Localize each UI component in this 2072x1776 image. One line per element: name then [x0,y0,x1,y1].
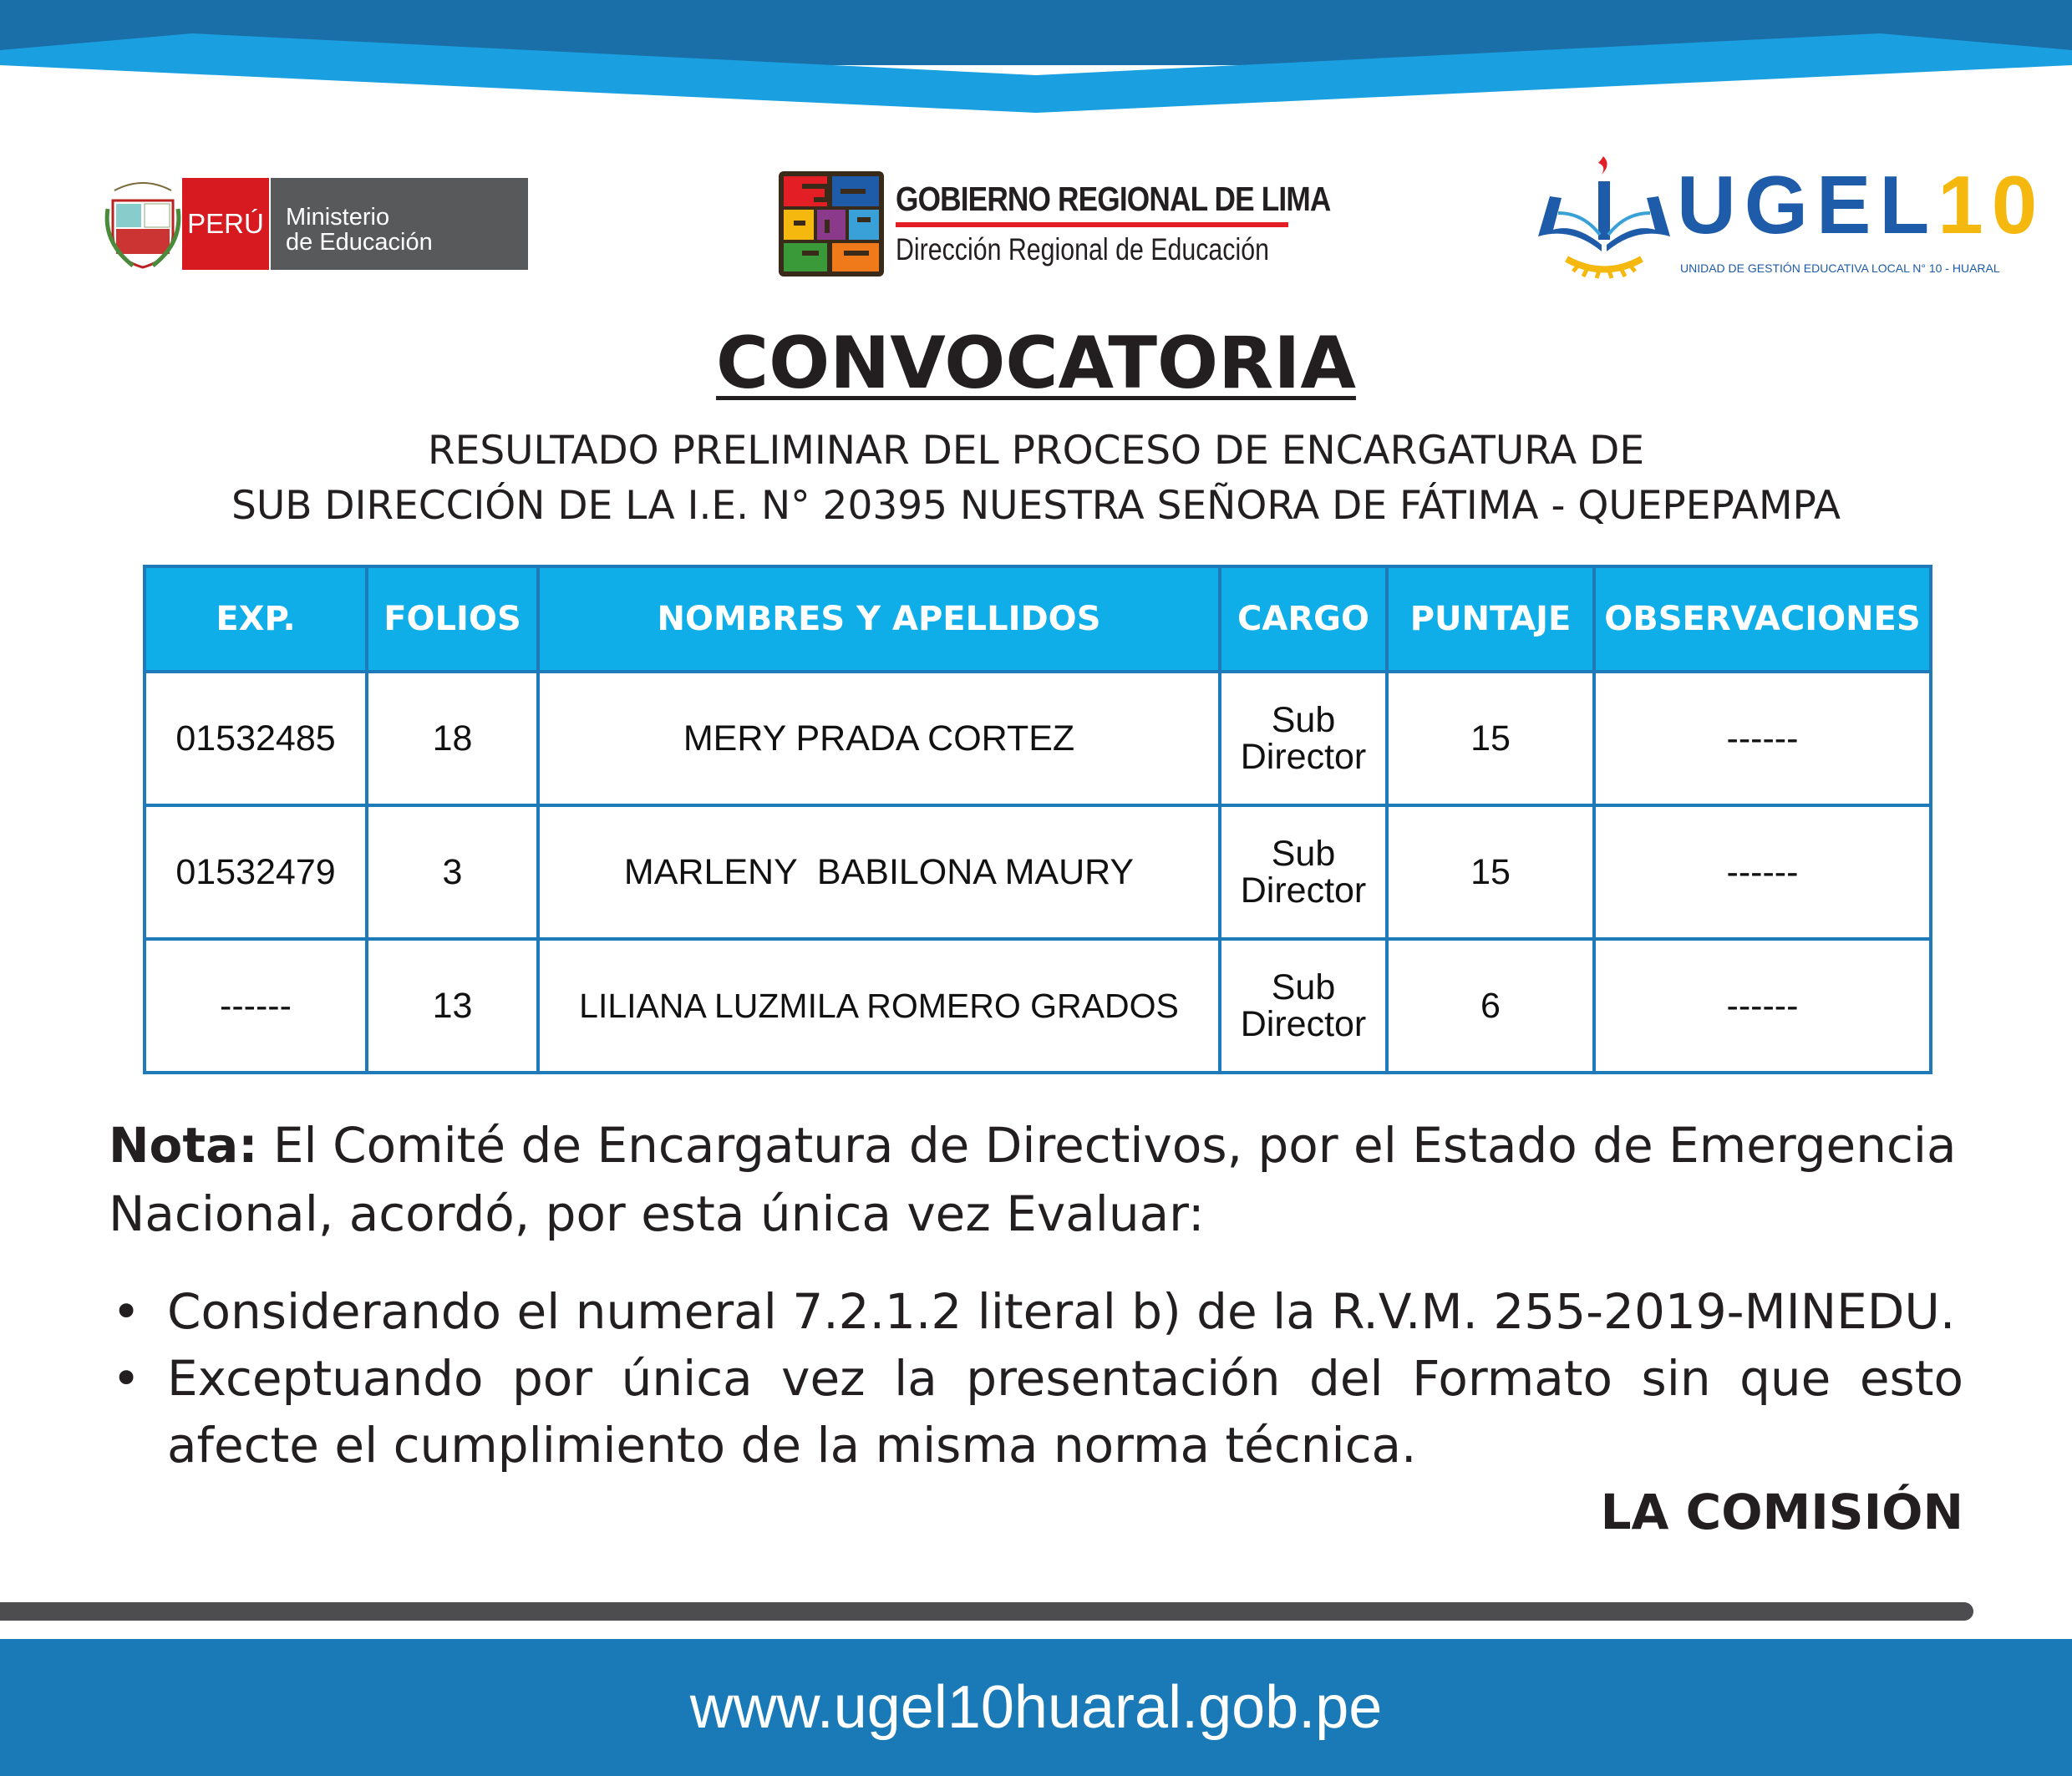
header-folios: FOLIOS [367,566,538,672]
cell-folios: 3 [367,805,538,939]
cargo-line-2: Director [1240,1004,1367,1044]
cell-name: MERY PRADA CORTEZ [538,672,1220,805]
cell-folios: 18 [367,672,538,805]
cell-puntaje: 15 [1387,805,1594,939]
cargo-line-1: Sub [1271,834,1336,874]
cell-name: MARLENY BABILONA MAURY [538,805,1220,939]
header-exp: EXP. [145,566,367,672]
results-table [143,565,1932,1074]
header-puntaje: PUNTAJE [1387,566,1594,672]
table-header-row [145,566,1931,672]
cell-name: LILIANA LUZMILA ROMERO GRADOS [538,939,1220,1073]
gobierno-regional-logo [777,167,1401,280]
cell-exp: 01532485 [145,672,367,805]
cell-cargo [1220,939,1387,1073]
cell-observaciones: ------ [1594,939,1931,1073]
ugel-number: 10 [1937,159,2046,251]
grl-title: GOBIERNO REGIONAL DE LIMA [896,180,1331,218]
cell-folios: 13 [367,939,538,1073]
regional-emblem-icon [777,170,886,278]
bullet-icon: • [112,1350,141,1407]
subtitle-line-2: SUB DIRECCIÓN DE LA I.E. N° 20395 NUESTRA SEÑORA DE FÁTIMA - QUEPEPAMPA [231,483,1841,529]
footer-bar [0,1639,2072,1776]
cell-observaciones: ------ [1594,805,1931,939]
ugel-subtitle: UNIDAD DE GESTIÓN EDUCATIVA LOCAL N° 10 - HUARAL [1680,261,2000,275]
subtitle-line-1: RESULTADO PRELIMINAR DEL PROCESO DE ENCARGATURA DE [427,428,1645,474]
ministry-name [269,178,528,270]
header-cargo: CARGO [1220,566,1387,672]
grl-divider [896,222,1288,227]
header-nombres: NOMBRES Y APELLIDOS [538,566,1220,672]
list-item [109,1278,1963,1345]
footer-divider [0,1602,1973,1621]
cell-cargo [1220,805,1387,939]
list-item-text: Exceptuando por única vez la presentación del Formato sin que esto afecte el cumplimiento de la misma norma técnica. [167,1350,1963,1474]
ministry-line-2: de Educación [286,228,433,256]
list-item [109,1345,1963,1479]
note-text: El Comité de Encargatura de Directivos, por el Estado de Emergencia Nacional, acordó, por esta única vez Evaluar: [109,1117,1957,1242]
grl-subtitle: Dirección Regional de Educación [896,232,1269,266]
page-title [0,322,2072,405]
bullet-list [109,1278,1963,1479]
ugel10-wordmark [1677,159,2046,251]
cell-puntaje: 6 [1387,939,1594,1073]
table-row [145,805,1931,939]
cargo-line-2: Director [1240,737,1367,777]
note-label: Nota: [109,1117,258,1174]
header-observaciones: OBSERVACIONES [1594,566,1931,672]
cell-puntaje: 15 [1387,672,1594,805]
cargo-line-1: Sub [1271,700,1336,740]
ministry-line-1: Ministerio [286,203,390,231]
note-paragraph [109,1111,1963,1248]
table-row [145,939,1931,1073]
open-book-torch-icon [1533,146,1675,288]
cell-observaciones: ------ [1594,672,1931,805]
signature: LA COMISIÓN [1600,1484,1963,1540]
bullet-icon: • [112,1283,141,1340]
ugel10-logo [1533,146,2046,288]
top-banner [0,0,2072,117]
ugel-word: UGEL [1677,159,1938,251]
peru-shield-icon [104,175,181,271]
cell-exp: ------ [145,939,367,1073]
list-item-text: Considerando el numeral 7.2.1.2 literal b) de la R.V.M. 255-2019-MINEDU. [167,1283,1956,1340]
cell-cargo [1220,672,1387,805]
table-row [145,672,1931,805]
peru-label: PERÚ [182,178,269,270]
cell-exp: 01532479 [145,805,367,939]
page-title-text: CONVOCATORIA [716,322,1356,405]
cargo-line-2: Director [1240,870,1367,911]
cargo-line-1: Sub [1271,967,1336,1007]
footer-url-link[interactable]: www.ugel10huaral.gob.pe [689,1674,1383,1741]
minedu-logo [104,175,528,271]
